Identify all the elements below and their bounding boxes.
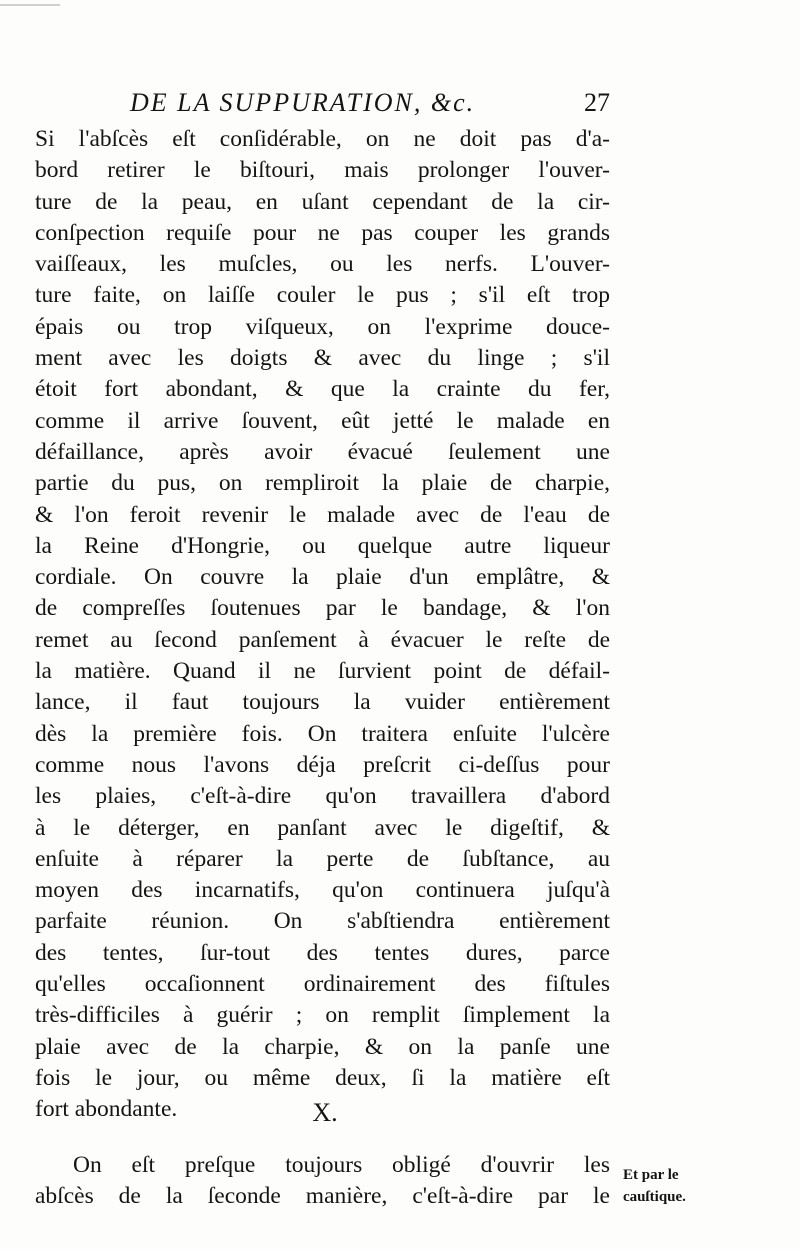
text-line: bord retirer le biſtouri, mais prolonger l'ouver- bbox=[35, 157, 610, 184]
text-line: dès la première fois. On traitera enſuite l'ulcère bbox=[35, 720, 610, 747]
text-line: comme il arrive ſouvent, eût jetté le malade en bbox=[35, 407, 610, 434]
page-number: 27 bbox=[584, 88, 610, 117]
text-line: plaie avec de la charpie, & on la panſe une bbox=[35, 1033, 610, 1060]
text-line: des tentes, ſur-tout des tentes dures, parce bbox=[35, 939, 610, 966]
text-line: lance, il faut toujours la vuider entièrement bbox=[35, 689, 610, 716]
paragraph-1 bbox=[35, 124, 610, 1126]
text-line: vaiſſeaux, les muſcles, ou les nerfs. L'ouver- bbox=[35, 251, 610, 278]
text-line: épais ou trop viſqueux, on l'exprime douce- bbox=[35, 313, 610, 340]
text-line: & l'on feroit revenir le malade avec de l'eau de bbox=[35, 501, 610, 528]
text-line: On eſt preſque toujours obligé d'ouvrir les bbox=[73, 1152, 610, 1178]
text-line: parfaite réunion. On s'abſtiendra entièrement bbox=[35, 908, 610, 935]
text-line: défaillance, après avoir évacué ſeulement une bbox=[35, 438, 610, 465]
text-line: fort abondante. bbox=[35, 1096, 178, 1123]
text-line: comme nous l'avons déja preſcrit ci-deſſus pour bbox=[35, 751, 610, 778]
text-line: cordiale. On couvre la plaie d'un emplâtre, & bbox=[35, 564, 610, 591]
text-line: Si l'abſcès eſt conſidérable, on ne doit pas d'a- bbox=[35, 126, 610, 152]
margin-note bbox=[623, 1164, 743, 1208]
section-number: X. bbox=[312, 1098, 338, 1127]
text-line: moyen des incarnatifs, qu'on continuera juſqu'à bbox=[35, 877, 610, 904]
text-line: abſcès de la ſeconde manière, c'eſt-à-dire par le bbox=[35, 1183, 610, 1210]
running-header bbox=[130, 88, 610, 122]
text-line: remet au ſecond panſement à évacuer le reſte de bbox=[35, 626, 610, 653]
text-line: à le déterger, en panſant avec le digeſtif, & bbox=[35, 814, 610, 841]
text-line: qu'elles occaſionnent ordinairement des fiſtules bbox=[35, 971, 610, 998]
running-title: DE LA SUPPURATION, &c. bbox=[130, 88, 476, 117]
text-line: ment avec les doigts & avec du linge ; s'il bbox=[35, 345, 610, 372]
text-line: étoit fort abondant, & que la crainte du fer, bbox=[35, 376, 610, 403]
text-line: ture de la peau, en uſant cependant de la cir- bbox=[35, 188, 610, 215]
text-line: ture faite, on laiſſe couler le pus ; s'il eſt trop bbox=[35, 282, 610, 309]
text-line: partie du pus, on rempliroit la plaie de charpie, bbox=[35, 470, 610, 497]
text-line: les plaies, c'eſt-à-dire qu'on travaillera d'abord bbox=[35, 783, 610, 810]
margin-note-line: Et par le bbox=[623, 1167, 679, 1183]
text-line: de compreſſes ſoutenues par le bandage, & l'on bbox=[35, 595, 610, 622]
text-line: très-difficiles à guérir ; on remplit ſimplement la bbox=[35, 1002, 610, 1029]
text-line: conſpection requiſe pour ne pas couper les grands bbox=[35, 219, 610, 246]
text-line: enſuite à réparer la perte de ſubſtance, au bbox=[35, 845, 610, 872]
text-line: la Reine d'Hongrie, ou quelque autre liqueur bbox=[35, 532, 610, 559]
scan-artifact bbox=[0, 4, 60, 6]
text-line: la matière. Quand il ne ſurvient point de défail- bbox=[35, 658, 610, 685]
paragraph-2 bbox=[35, 1150, 610, 1213]
text-line: fois le jour, ou même deux, ſi la matière eſt bbox=[35, 1064, 610, 1091]
margin-note-line: cauſtique. bbox=[623, 1189, 686, 1205]
